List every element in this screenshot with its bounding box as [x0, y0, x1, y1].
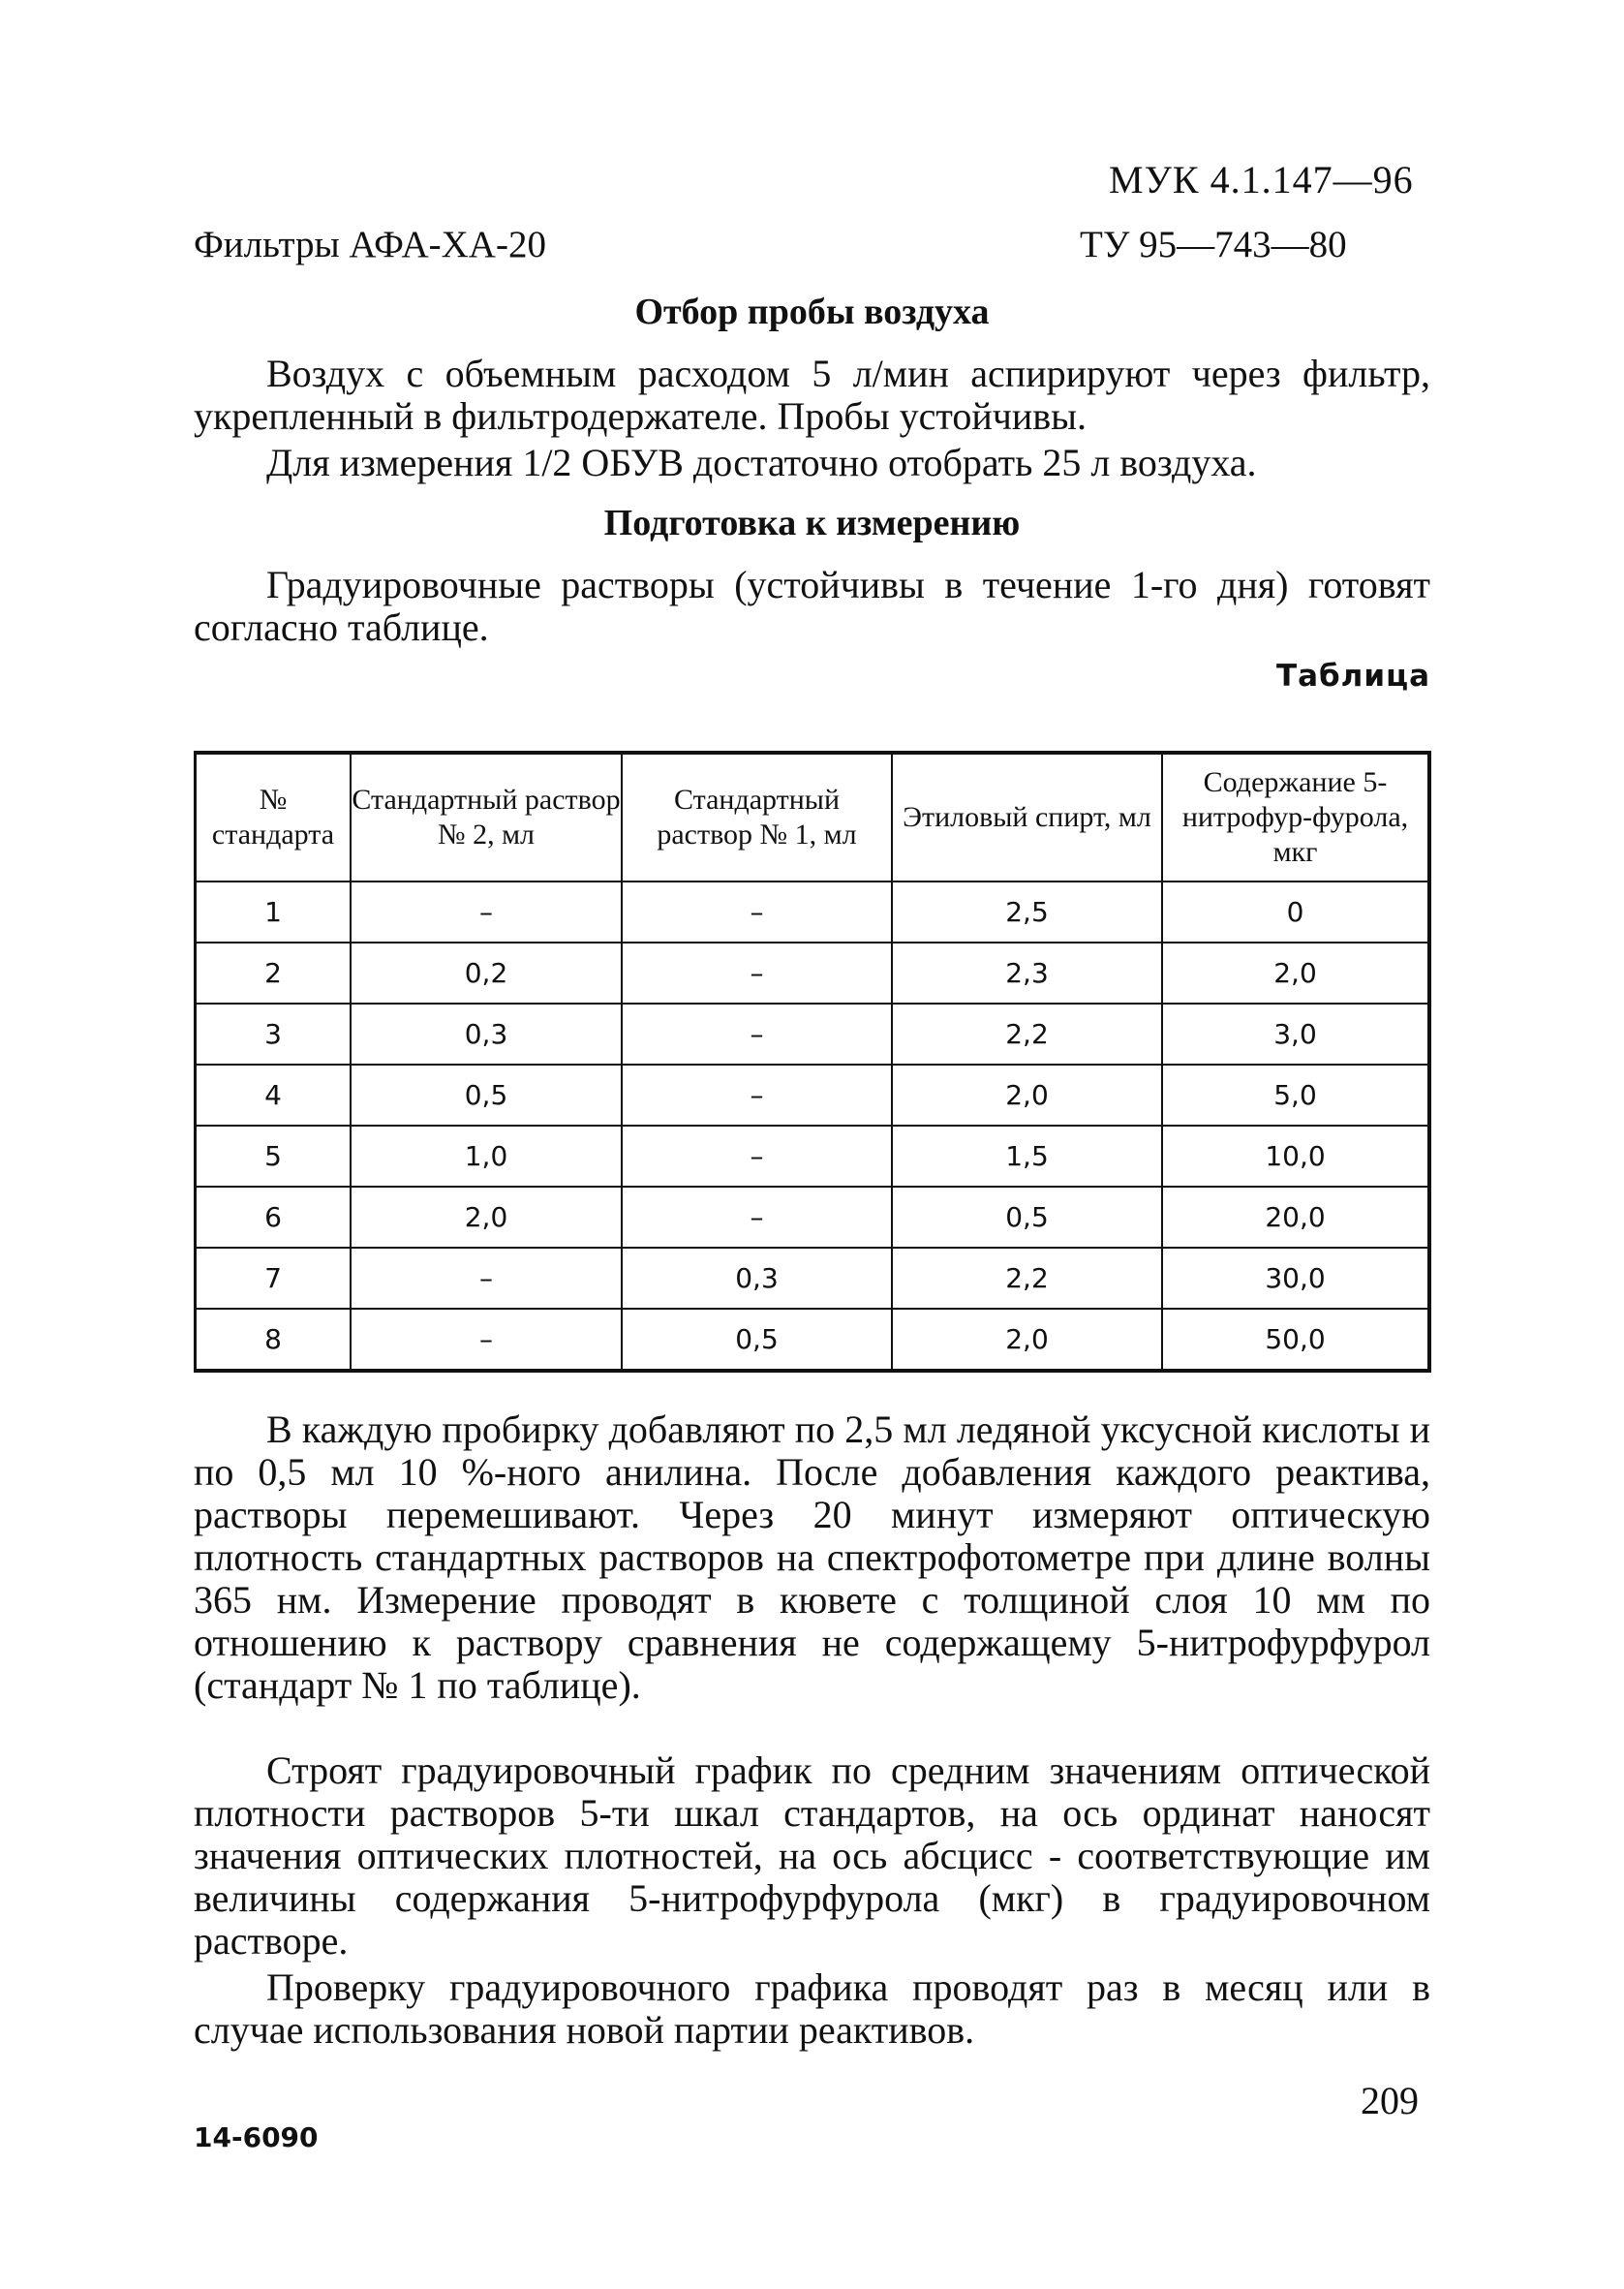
table-header-row	[197, 755, 1427, 882]
table-cell: 2,0	[892, 1065, 1162, 1126]
paragraph-verification: Проверку градуировочного графика проводят раз в месяц или в случае использования новой партии реактивов.	[194, 1965, 1430, 2052]
table-cell: 3,0	[1162, 1004, 1427, 1065]
paragraph-preparation: Градуировочные растворы (устойчивы в течение 1-го дня) готовят согласно таблице.	[194, 563, 1430, 649]
table-cell: 2,0	[1162, 943, 1427, 1004]
table-row	[197, 1187, 1427, 1248]
table-row	[197, 943, 1427, 1004]
paragraph-sampling: Воздух с объемным расходом 5 л/мин аспирируют через фильтр, укрепленный в фильтродержателе. Пробы устойчивы.	[194, 352, 1430, 438]
table-cell: 0,5	[351, 1065, 622, 1126]
table-cell: 0,5	[892, 1187, 1162, 1248]
header-content: Содержание 5-нитрофур-фурола, мкг	[1162, 755, 1427, 882]
table-row	[197, 882, 1427, 943]
table-cell: –	[351, 882, 622, 943]
table-cell: –	[351, 1309, 622, 1369]
document-code: МУК 4.1.147—96	[1109, 158, 1414, 201]
paragraph-calibration-graph: Строят градуировочный график по средним значениям оптической плотности растворов 5-ти шкал стандартов, на ось ординат наносят значения оптических плотностей, на ось абсцисс - соответствующие им величины содержания 5-нитрофурфурола (мкг) в градуировочном растворе.	[194, 1748, 1430, 1963]
header-ethanol: Этиловый спирт, мл	[892, 755, 1162, 882]
table-cell: 3	[197, 1004, 351, 1065]
table-cell: 20,0	[1162, 1187, 1427, 1248]
table-cell: 0,5	[622, 1309, 892, 1369]
table-cell: 2,0	[351, 1187, 622, 1248]
section-title-preparation: Подготовка к измерению	[603, 503, 1021, 543]
table-cell: –	[351, 1248, 622, 1309]
table-cell: 0,3	[351, 1004, 622, 1065]
table-cell: 50,0	[1162, 1309, 1427, 1369]
table-cell: 2,3	[892, 943, 1162, 1004]
header-solution-2: Стандартный раствор № 2, мл	[351, 755, 622, 882]
print-code: 14-6090	[194, 2121, 319, 2153]
filters-label: Фильтры АФА-ХА-20	[194, 224, 546, 265]
table-cell: 0	[1162, 882, 1427, 943]
table-cell: –	[622, 1004, 892, 1065]
header-standard-number: № стандарта	[197, 755, 351, 882]
table-cell: –	[622, 1126, 892, 1187]
table-cell: 2,5	[892, 882, 1162, 943]
paragraph-volume: Для измерения 1/2 ОБУВ достаточно отобрать 25 л воздуха.	[266, 441, 1257, 484]
table-cell: 5	[197, 1126, 351, 1187]
table-cell: 7	[197, 1248, 351, 1309]
table-cell: 6	[197, 1187, 351, 1248]
table-row	[197, 1309, 1427, 1369]
table-cell: 0,3	[622, 1248, 892, 1309]
table-row	[197, 1065, 1427, 1126]
table-cell: 2,0	[892, 1309, 1162, 1369]
table-cell: 1,0	[351, 1126, 622, 1187]
table-cell: 2,2	[892, 1248, 1162, 1309]
table-cell: 10,0	[1162, 1126, 1427, 1187]
table-label: Таблица	[1275, 659, 1430, 694]
table-cell: 5,0	[1162, 1065, 1427, 1126]
table-cell: 2	[197, 943, 351, 1004]
table-cell: 1	[197, 882, 351, 943]
table-cell: –	[622, 1065, 892, 1126]
table-cell: 0,2	[351, 943, 622, 1004]
tu-code: ТУ 95—743—80	[1080, 224, 1347, 265]
table-row	[197, 1004, 1427, 1065]
table-cell: 2,2	[892, 1004, 1162, 1065]
page-number: 209	[1361, 2079, 1419, 2122]
table-row	[197, 1248, 1427, 1309]
section-title-sampling: Отбор пробы воздуха	[634, 292, 990, 332]
calibration-table	[194, 751, 1431, 1373]
paragraph-procedure: В каждую пробирку добавляют по 2,5 мл ледяной уксусной кислоты и по 0,5 мл 10 %-ного анилина. После добавления каждого реактива, растворы перемешивают. Через 20 минут измеряют оптическую плотность стандартных растворов на спектрофотометре при длине волны 365 нм. Измерение проводят в кювете с толщиной слоя 10 мм по отношению к раствору сравнения не содержащему 5-нитрофурфурол (стандарт № 1 по таблице).	[194, 1407, 1430, 1707]
table-cell: 8	[197, 1309, 351, 1369]
table-cell: –	[622, 943, 892, 1004]
table-row	[197, 1126, 1427, 1187]
table-cell: –	[622, 1187, 892, 1248]
table-cell: 4	[197, 1065, 351, 1126]
table-cell: –	[622, 882, 892, 943]
table-cell: 1,5	[892, 1126, 1162, 1187]
header-solution-1: Стандартный раствор № 1, мл	[622, 755, 892, 882]
table-cell: 30,0	[1162, 1248, 1427, 1309]
